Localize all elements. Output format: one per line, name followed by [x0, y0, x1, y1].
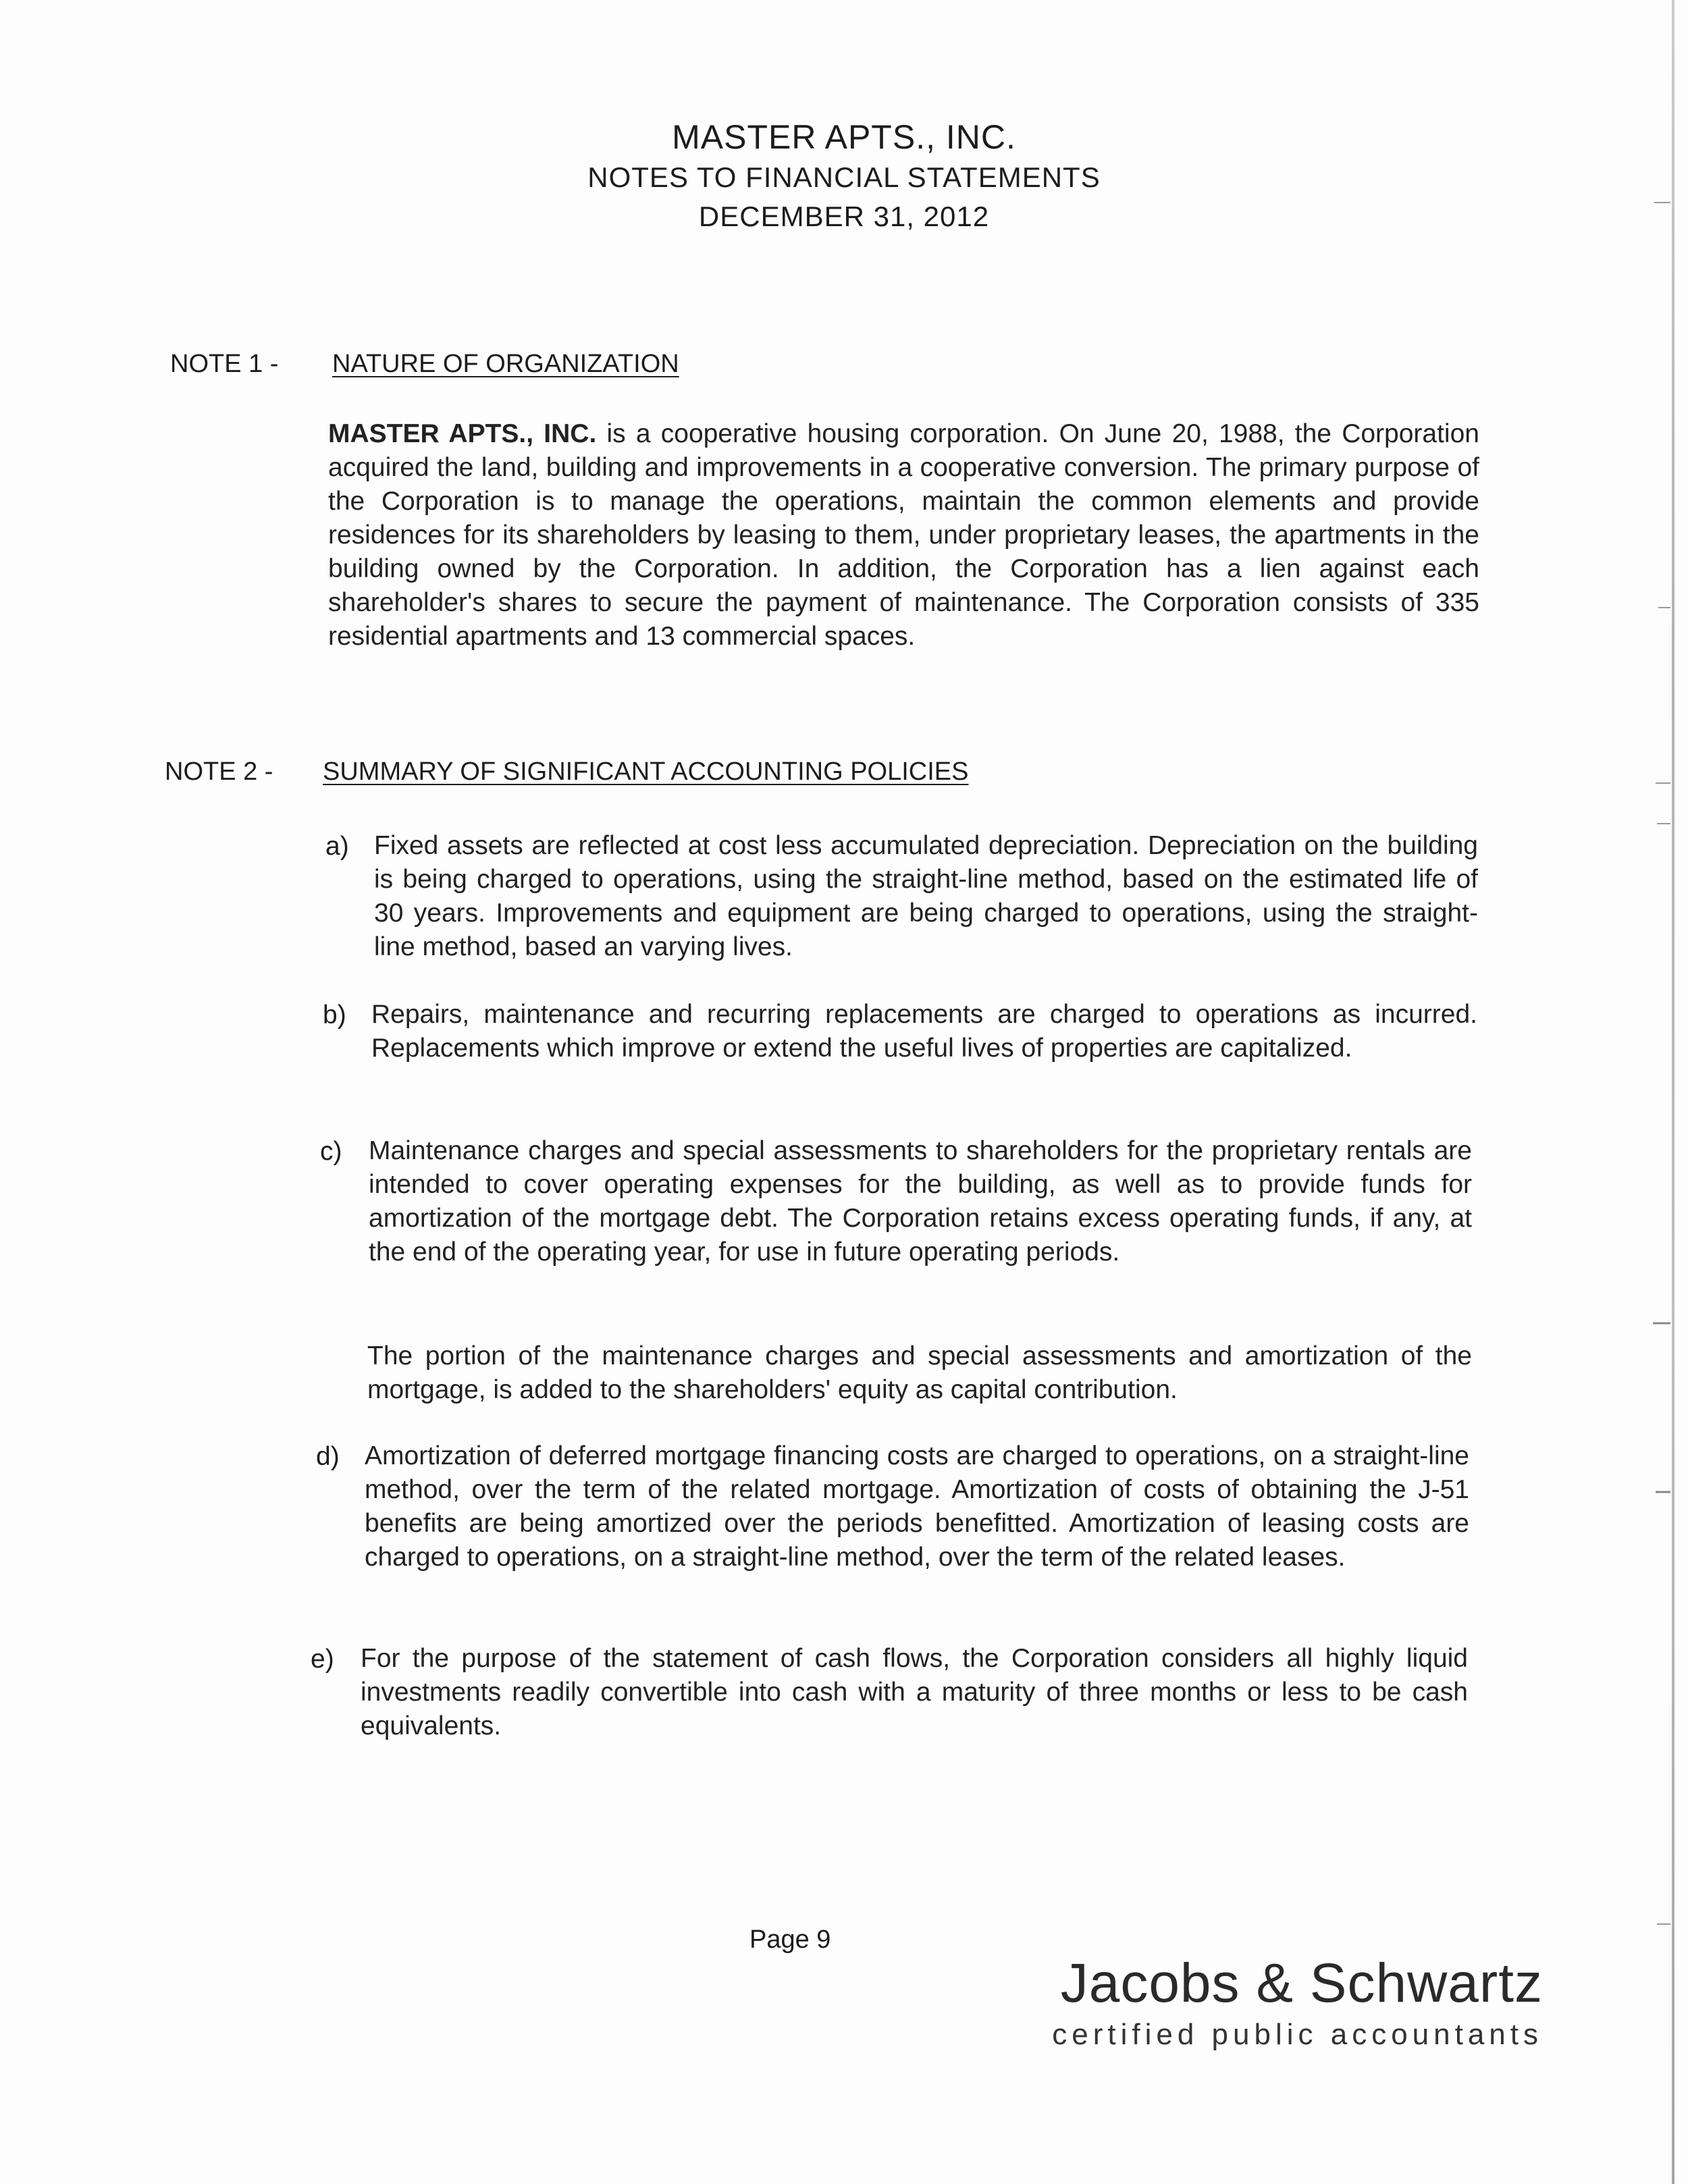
note-1-paragraph	[328, 417, 1479, 654]
item-e-text: For the purpose of the statement of cash flows, the Corporation considers all highly liquid investments readily convertible into cash with a maturity of three months or less to be cash equivalents.	[361, 1644, 1468, 1740]
item-d-text: Amortization of deferred mortgage financing costs are charged to operations, on a straight-line method, over the term of the related mortgage. Amortization of costs of obtaining the J-51 benefits are being amortized over the periods benefitted. Amortization of leasing costs are charged to operations, on a straight-line method, over the term of the related leases.	[365, 1441, 1469, 1572]
scan-edge-marks	[1649, 0, 1672, 2184]
item-d-letter: d)	[316, 1442, 340, 1471]
item-b-text: Repairs, maintenance and recurring replacements are charged to operations as incurred. Replacements which improve or extend the useful lives of properties are capitalized.	[371, 1000, 1477, 1063]
firm-name: Jacobs & Schwartz	[1060, 1952, 1543, 2014]
firm-signature	[1052, 1951, 1543, 2054]
firm-tagline: certified public accountants	[1052, 2018, 1543, 2051]
company-name: MASTER APTS., INC.	[672, 118, 1016, 156]
item-a-letter: a)	[325, 832, 349, 861]
note-1-label: NOTE 1 -	[170, 350, 279, 378]
statement-date: DECEMBER 31, 2012	[698, 201, 990, 232]
document-header	[0, 116, 1688, 236]
item-b-letter: b)	[323, 1001, 346, 1030]
note-2-label: NOTE 2 -	[165, 757, 273, 786]
scan-edge-line	[1672, 0, 1674, 2184]
note-1-title: NATURE OF ORGANIZATION	[332, 350, 679, 378]
page-number: Page 9	[749, 1925, 831, 1954]
item-c-letter: c)	[320, 1137, 342, 1166]
note-2-title: SUMMARY OF SIGNIFICANT ACCOUNTING POLICIES	[323, 757, 969, 786]
note-1-lead: MASTER APTS., INC.	[328, 419, 597, 448]
item-e-letter: e)	[311, 1645, 334, 1674]
item-c-text: Maintenance charges and special assessments to shareholders for the proprietary rentals are intended to cover operating expenses for the building, as well as to provide funds for amortization of the mortgage debt. The Corporation retains excess operating funds, if any, at the end of the operating year, for use in future operating periods.	[369, 1136, 1472, 1267]
note-1-body: is a cooperative housing corporation. On June 20, 1988, the Corporation acquired the land, building and improvements in a cooperative conversion. The primary purpose of the Corporation is to manage the operations, maintain the common elements and provide residences for its shareholders by leasing to them, under proprietary leases, the apartments in the building owned by the Corporation. In addition, the Corporation has a lien against each shareholder's shares to secure the payment of maintenance. The Corporation consists of 335 residential apartments and 13 commercial spaces.	[328, 419, 1479, 651]
item-c-text-continued: The portion of the maintenance charges and special assessments and amortization of the mortgage, is added to the shareholders' equity as capital contribution.	[367, 1341, 1472, 1404]
document-title: NOTES TO FINANCIAL STATEMENTS	[587, 161, 1101, 193]
item-a-text: Fixed assets are reflected at cost less accumulated depreciation. Depreciation on the building is being charged to operations, using the straight-line method, based on the estimated life of 30 years. Improvements and equipment are being charged to operations, using the straight-line method, based an varying lives.	[374, 831, 1478, 961]
